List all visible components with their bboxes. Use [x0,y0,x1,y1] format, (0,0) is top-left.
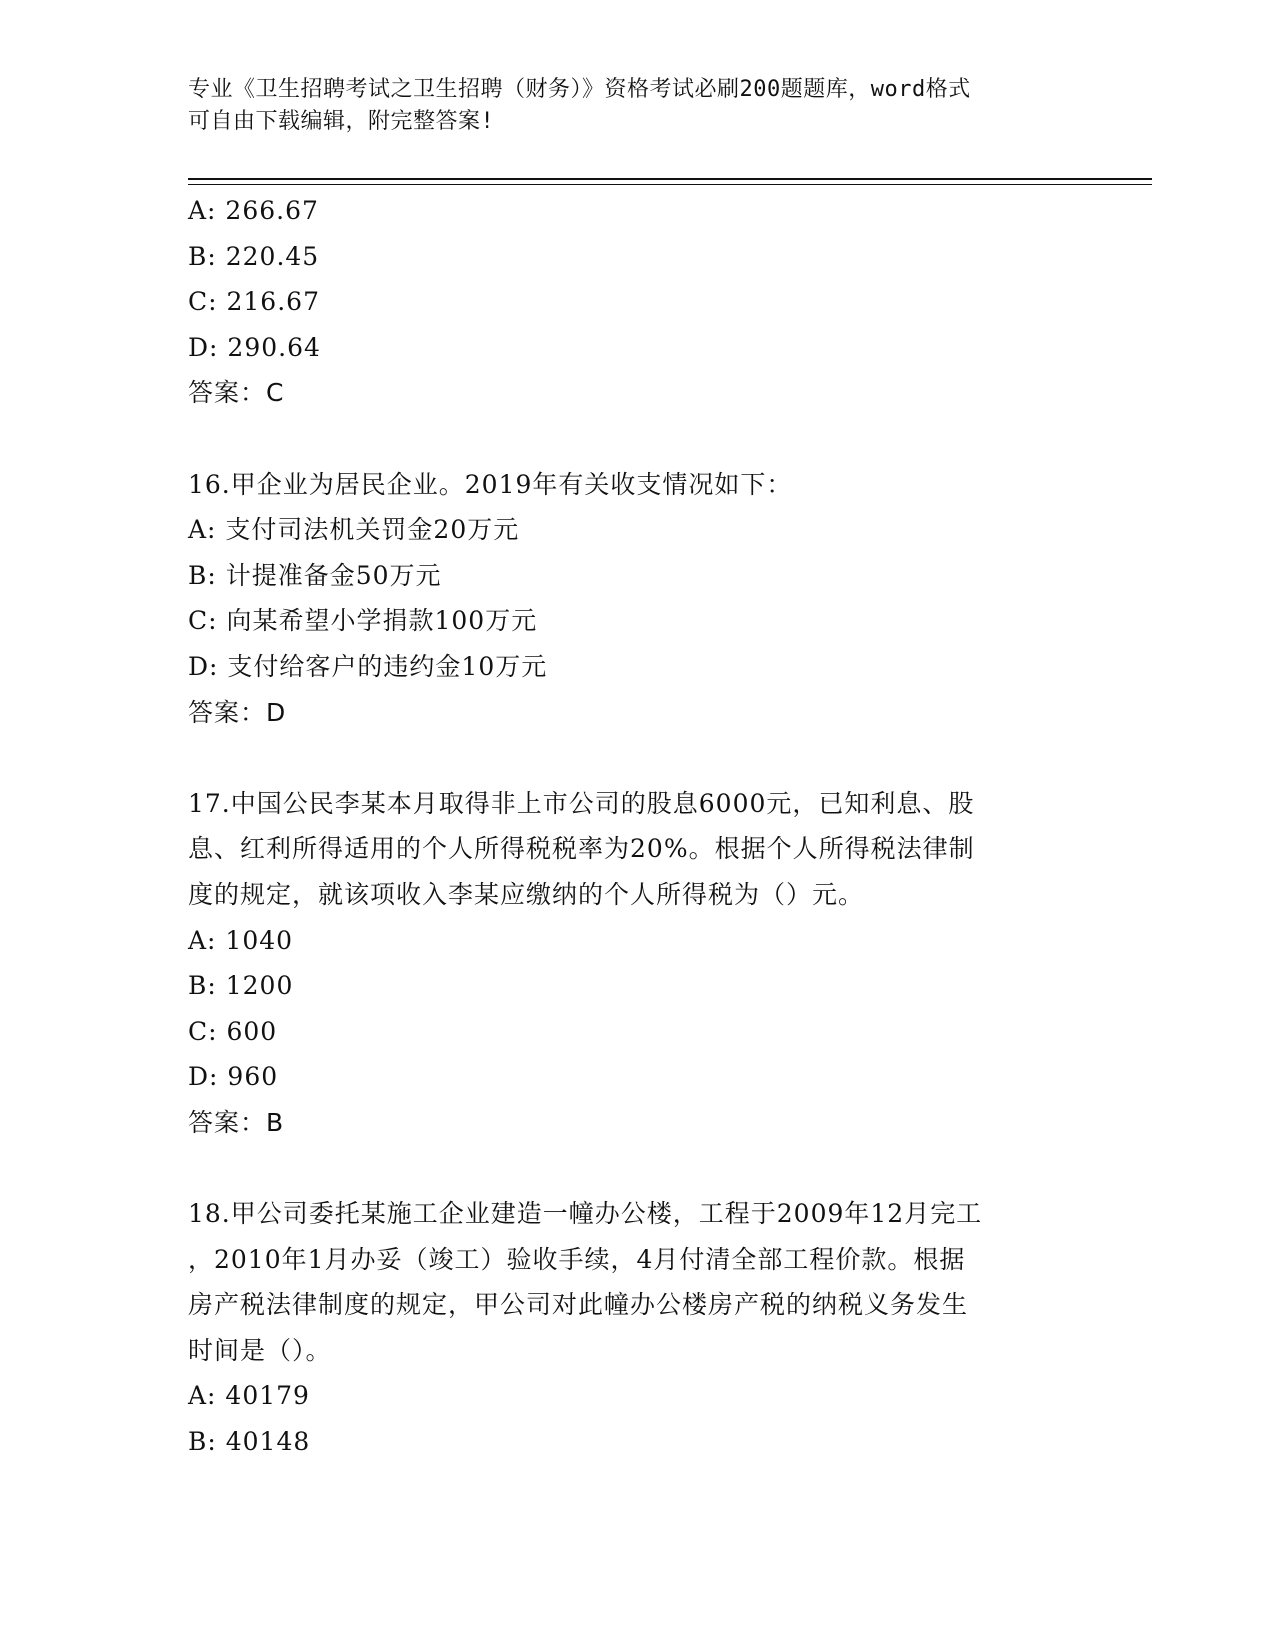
option-d: D: 960 [188,1062,279,1092]
option-c: C: 600 [188,1016,278,1046]
answer-label: 答案：D [188,697,287,727]
spacer [188,1145,1088,1191]
question-prev-options [188,188,1088,416]
option-b: B: 220.45 [188,241,320,271]
question-stem-line: 时间是（）。 [188,1335,332,1365]
question-stem-line: 17.中国公民李某本月取得非上市公司的股息6000元，已知利息、股 [188,788,975,818]
header-rule-thick [188,178,1152,180]
question-stem-line: 息、红利所得适用的个人所得税税率为20%。根据个人所得税法律制 [188,834,975,864]
answer-label: 答案：B [188,1107,285,1137]
question-list [188,188,1088,1465]
question-17 [188,781,1088,1146]
option-b: B: 1200 [188,971,294,1001]
header-line-2: 可自由下载编辑，附完整答案! [188,109,495,134]
spacer [188,416,1088,462]
option-a: A: 266.67 [188,196,319,225]
question-stem-line: ，2010年1月办妥（竣工）验收手续，4月付清全部工程价款。根据 [188,1244,966,1274]
header-line-1: 专业《卫生招聘考试之卫生招聘（财务）》资格考试必刷200题题库，word格式 [188,77,971,102]
option-a: A: 支付司法机关罚金20万元 [188,515,520,545]
option-a: A: 40179 [188,1381,310,1411]
header-rule-thin [188,184,1152,185]
question-stem-line: 房产税法律制度的规定，甲公司对此幢办公楼房产税的纳税义务发生 [188,1290,969,1320]
spacer [188,735,1088,781]
option-b: B: 计提准备金50万元 [188,560,442,590]
option-a: A: 1040 [188,925,294,955]
question-16 [188,462,1088,736]
answer-label: 答案：C [188,378,285,408]
question-stem-line: 度的规定，就该项收入李某应缴纳的个人所得税为（）元。 [188,879,865,909]
question-stem: 16.甲企业为居民企业。2019年有关收支情况如下： [188,469,793,499]
option-c: C: 216.67 [188,287,320,317]
question-stem-line: 18.甲公司委托某施工企业建造一幢办公楼，工程于2009年12月完工 [188,1199,983,1229]
option-c: C: 向某希望小学捐款100万元 [188,606,538,636]
question-18 [188,1191,1088,1465]
document-header [188,74,1068,138]
option-d: D: 支付给客户的违约金10万元 [188,651,548,681]
option-d: D: 290.64 [188,332,321,362]
option-b: B: 40148 [188,1427,311,1457]
